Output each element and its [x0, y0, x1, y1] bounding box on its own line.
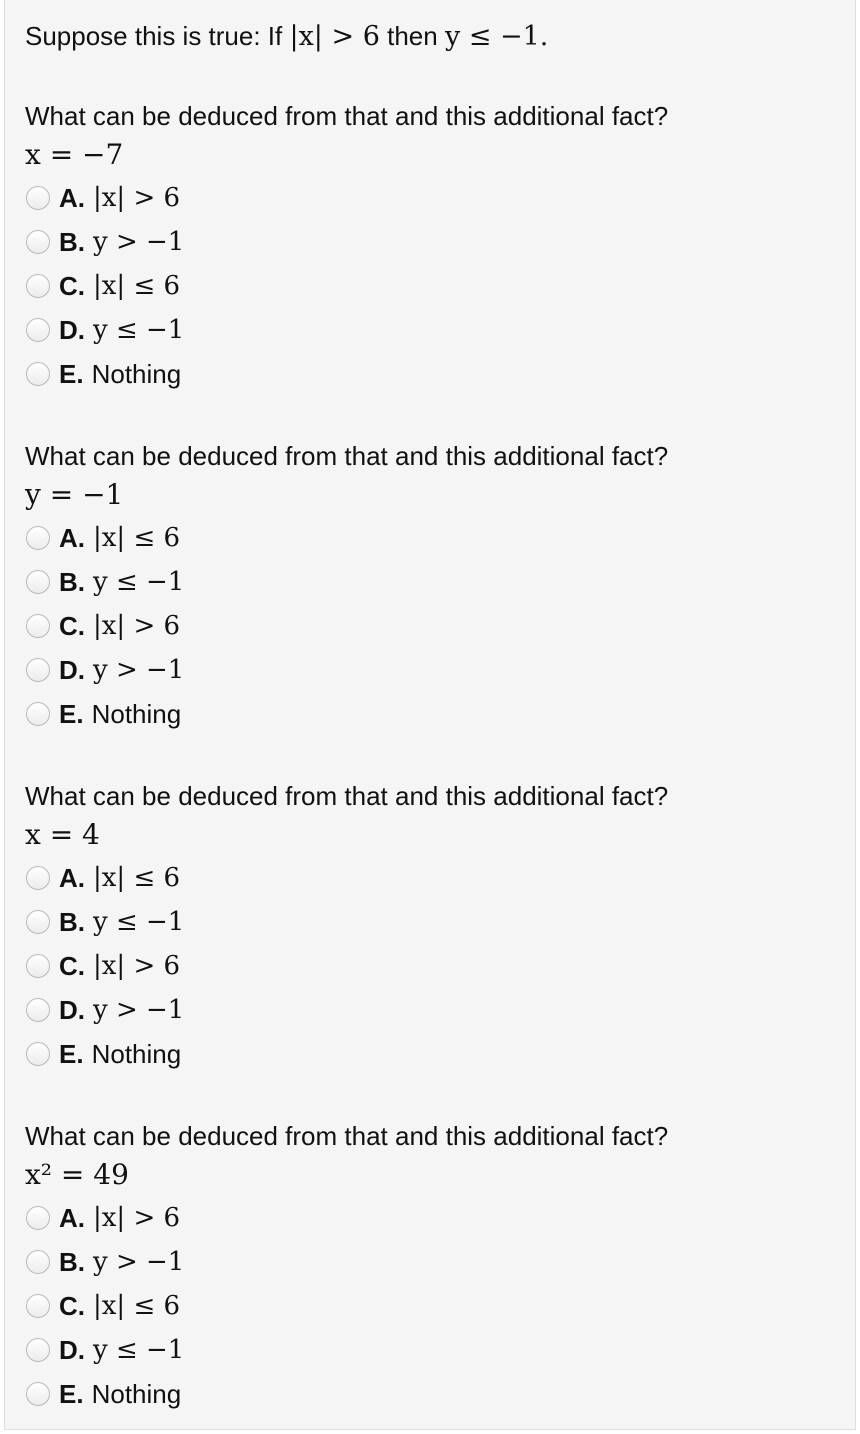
radio-button[interactable]: [26, 910, 50, 934]
radio-button[interactable]: [26, 1250, 50, 1274]
option-a[interactable]: [25, 856, 845, 900]
option-letter: D.: [59, 654, 85, 685]
radio-button[interactable]: [26, 274, 50, 298]
premise-prefix: Suppose this is true: If: [25, 21, 283, 51]
radio-button[interactable]: [26, 866, 50, 890]
question-prompt: What can be deduced from that and this additional fact?: [25, 1121, 669, 1151]
option-letter: D.: [59, 314, 85, 345]
radio-button[interactable]: [26, 658, 50, 682]
answer-options: [25, 176, 845, 396]
radio-button[interactable]: [26, 526, 50, 550]
option-text: y > −1: [93, 995, 185, 1025]
fact-math: x² = 49: [25, 1158, 129, 1191]
option-text: Nothing: [91, 1038, 182, 1069]
option-letter: C.: [59, 270, 85, 301]
radio-button[interactable]: [26, 318, 50, 342]
additional-fact: [25, 1154, 845, 1196]
option-a[interactable]: [25, 1196, 845, 1240]
option-b[interactable]: [25, 900, 845, 944]
option-text: |x| ≤ 6: [93, 523, 181, 553]
radio-button[interactable]: [26, 362, 50, 386]
radio-button[interactable]: [26, 570, 50, 594]
option-letter: D.: [59, 1334, 85, 1365]
option-b[interactable]: [25, 560, 845, 604]
option-text: |x| > 6: [93, 951, 181, 981]
option-text: |x| > 6: [93, 1203, 181, 1233]
radio-button[interactable]: [26, 1206, 50, 1230]
option-e[interactable]: [25, 352, 845, 396]
question-3: [25, 778, 845, 1076]
option-text: y > −1: [93, 655, 185, 685]
option-text: y > −1: [93, 1247, 185, 1277]
option-letter: A.: [59, 182, 85, 213]
option-e[interactable]: [25, 1372, 845, 1416]
option-letter: B.: [59, 566, 85, 597]
option-a[interactable]: [25, 176, 845, 220]
premise-condition: |x| > 6: [289, 21, 380, 52]
fact-math: y = −1: [25, 478, 124, 511]
question-panel: [4, 0, 856, 1430]
question-prompt: What can be deduced from that and this additional fact?: [25, 101, 669, 131]
option-text: |x| > 6: [93, 611, 181, 641]
radio-button[interactable]: [26, 230, 50, 254]
option-letter: C.: [59, 610, 85, 641]
radio-button[interactable]: [26, 186, 50, 210]
option-letter: C.: [59, 1290, 85, 1321]
answer-options: [25, 1196, 845, 1416]
option-b[interactable]: [25, 1240, 845, 1284]
option-text: |x| ≤ 6: [93, 271, 181, 301]
option-c[interactable]: [25, 604, 845, 648]
option-d[interactable]: [25, 1328, 845, 1372]
option-letter: E.: [59, 1038, 84, 1069]
option-e[interactable]: [25, 692, 845, 736]
option-letter: A.: [59, 1202, 85, 1233]
option-c[interactable]: [25, 1284, 845, 1328]
additional-fact: [25, 814, 845, 856]
option-text: |x| ≤ 6: [93, 1291, 181, 1321]
additional-fact: [25, 134, 845, 176]
option-c[interactable]: [25, 264, 845, 308]
radio-button[interactable]: [26, 1338, 50, 1362]
option-a[interactable]: [25, 516, 845, 560]
radio-button[interactable]: [26, 614, 50, 638]
radio-button[interactable]: [26, 954, 50, 978]
option-text: y ≤ −1: [93, 315, 185, 345]
option-letter: E.: [59, 358, 84, 389]
question-prompt: What can be deduced from that and this additional fact?: [25, 781, 669, 811]
option-letter: A.: [59, 522, 85, 553]
option-text: y > −1: [93, 227, 185, 257]
answer-options: [25, 856, 845, 1076]
radio-button[interactable]: [26, 1294, 50, 1318]
question-2: [25, 438, 845, 736]
option-text: Nothing: [91, 358, 182, 389]
option-letter: E.: [59, 1378, 84, 1409]
question-1: [25, 98, 845, 396]
option-c[interactable]: [25, 944, 845, 988]
option-letter: E.: [59, 698, 84, 729]
option-letter: B.: [59, 906, 85, 937]
option-e[interactable]: [25, 1032, 845, 1076]
option-text: |x| > 6: [93, 183, 181, 213]
option-text: Nothing: [91, 698, 182, 729]
option-d[interactable]: [25, 308, 845, 352]
fact-math: x = 4: [25, 818, 100, 851]
option-d[interactable]: [25, 648, 845, 692]
premise-statement: [25, 18, 548, 55]
additional-fact: [25, 474, 845, 516]
option-letter: B.: [59, 226, 85, 257]
option-text: Nothing: [91, 1378, 182, 1409]
option-letter: B.: [59, 1246, 85, 1277]
radio-button[interactable]: [26, 1042, 50, 1066]
option-text: y ≤ −1: [93, 567, 185, 597]
radio-button[interactable]: [26, 702, 50, 726]
option-text: y ≤ −1: [93, 1335, 185, 1365]
option-letter: D.: [59, 994, 85, 1025]
option-letter: C.: [59, 950, 85, 981]
fact-math: x = −7: [25, 138, 124, 171]
answer-options: [25, 516, 845, 736]
question-prompt: What can be deduced from that and this additional fact?: [25, 441, 669, 471]
question-4: [25, 1118, 845, 1416]
radio-button[interactable]: [26, 998, 50, 1022]
option-letter: A.: [59, 862, 85, 893]
premise-then: then: [387, 21, 438, 51]
option-text: |x| ≤ 6: [93, 863, 181, 893]
option-d[interactable]: [25, 988, 845, 1032]
premise-conclusion: y ≤ −1.: [444, 21, 549, 52]
radio-button[interactable]: [26, 1382, 50, 1406]
option-b[interactable]: [25, 220, 845, 264]
option-text: y ≤ −1: [93, 907, 185, 937]
